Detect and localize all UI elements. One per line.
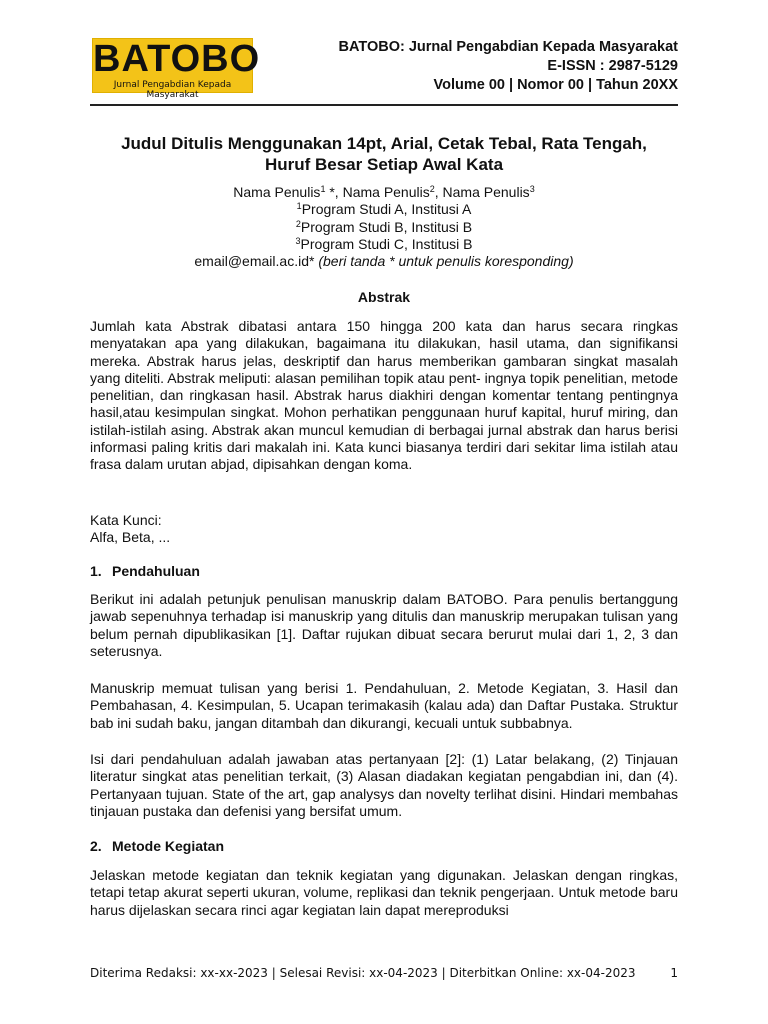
author-3: Nama Penulis [442, 184, 530, 200]
affiliation-2 [90, 219, 678, 236]
logo-subtext: Jurnal Pengabdian Kepada Masyarakat [113, 80, 232, 100]
affiliation-1-text: Program Studi A, Institusi A [301, 201, 472, 218]
abstract-body: Jumlah kata Abstrak dibatasi antara 150 hingga 200 kata dan harus secara ringkas menyatakan apa yang dilakukan, bagaimana itu dilakukan, hasil utama, dan signifikansi mereka. Abstrak harus jelas, deskriptif dan harus memberikan gambaran singkat masalah yang diteliti. Abstrak meliputi: alasan pemilihan topik atau pent- ingnya topik penelitian, metode penelitian, dan ringkasan hasil. Abstrak harus diakhiri dengan komentar tentang pentingnya hasil,atau kesimpulan singkat. Mohon perhatikan penggunaan huruf kapital, huruf miring, dan istilah-istilah asing. Abstrak akan muncul kemudian di berbagai jurnal abstrak dan harus berisi informasi paling kritis dari makalah ini. Kata kunci biasanya terdiri dari sekitar lima istilah atau frasa dalam urutan abjad, dipisahkan dengan koma. [90, 318, 678, 473]
abstract-heading: Abstrak [357, 289, 411, 305]
title-line-1: Judul Ditulis Menggunakan 14pt, Arial, Cetak Tebal, Rata Tengah, [121, 134, 647, 153]
author-2-sup: 2 [429, 184, 435, 194]
author-sep: , [434, 184, 443, 200]
section-heading-metode [90, 838, 224, 854]
paragraph: Isi dari pendahuluan adalah jawaban atas pertanyaan [2]: (1) Latar belakang, (2) Tinjauan literatur singkat atas penelitian terkait, (3) Alasan diadakan kegiatan pengabdian ini, dan (4). Pertanyaan tujuan. State of the art, gap analysys dan novelty terlihat disini. Hindari membahas tinjauan pustaka dan defenisi yang bersifat umum. [90, 751, 678, 819]
affiliation-2-sup: 2 [295, 218, 301, 229]
email-line [90, 253, 678, 270]
logo-text: BATOBO [93, 38, 261, 80]
affiliation-3 [90, 236, 678, 253]
paper-title [90, 133, 678, 175]
paragraph: Berikut ini adalah petunjuk penulisan manuskrip dalam BATOBO. Para penulis bertanggung jawab sepenuhnya terhadap isi manuskrip yang ditulis dan manuskrip merupakan tulisan yang belum pernah dipublikasikan [1]. Daftar rujukan dibuat secara berurut mulai dari 1, 2, 3 dan seterusnya. [90, 591, 678, 659]
affiliation-1-sup: 1 [296, 201, 302, 212]
section-title: Metode Kegiatan [112, 838, 225, 854]
eissn: E-ISSN : 2987-5129 [547, 58, 678, 74]
section-heading-pendahuluan [90, 563, 200, 579]
footer-dates: Diterima Redaksi: xx-xx-2023 | Selesai Revisi: xx-04-2023 | Diterbitkan Online: xx-04-2023 [90, 966, 636, 980]
keywords-label: Kata Kunci: [90, 512, 162, 528]
affiliation-2-text: Program Studi B, Institusi B [300, 218, 473, 235]
email: email@email.ac.id* [194, 253, 315, 270]
corresponding-mark: *, [325, 184, 343, 200]
paragraph: Manuskrip memuat tulisan yang berisi 1. Pendahuluan, 2. Metode Kegiatan, 3. Hasil dan Pembahasan, 4. Kesimpulan, 5. Ucapan terimakasih (kalau ada) dan Daftar Pustaka. Struktur bab ini sudah baku, jangan ditambah dan dikurangi, kecuali untuk subbabnya. [90, 680, 678, 731]
email-note: (beri tanda * untuk penulis koresponding) [318, 253, 574, 270]
keywords: Alfa, Beta, ... [90, 529, 171, 546]
author-1: Nama Penulis [233, 184, 321, 200]
journal-name: BATOBO: Jurnal Pengabdian Kepada Masyarakat [338, 39, 678, 55]
author-3-sup: 3 [529, 184, 535, 194]
affiliation-3-sup: 3 [295, 235, 301, 246]
affiliation-1 [90, 201, 678, 218]
section-title: Pendahuluan [112, 563, 200, 579]
volume-line: Volume 00 | Nomor 00 | Tahun 20XX [433, 77, 678, 93]
keywords-block [90, 512, 678, 547]
page-number: 1 [670, 966, 678, 980]
title-line-2: Huruf Besar Setiap Awal Kata [264, 155, 504, 174]
section-number: 1. [90, 563, 102, 579]
author-1-sup: 1 [320, 184, 326, 194]
affiliation-3-text: Program Studi C, Institusi B [300, 235, 473, 252]
author-block [90, 184, 678, 270]
author-2: Nama Penulis [342, 184, 430, 200]
journal-logo [92, 38, 261, 100]
author-line [90, 184, 678, 201]
header-divider [90, 104, 678, 106]
journal-header-info [338, 38, 678, 95]
section-number: 2. [90, 838, 102, 854]
paragraph: Jelaskan metode kegiatan dan teknik kegiatan yang digunakan. Jelaskan dengan ringkas, tetapi tetap akurat seperti ukuran, volume, replikasi dan teknik pengerjaan. Untuk metode baru harus dijelaskan secara rinci agar kegiatan lain dapat mereproduksi [90, 867, 678, 918]
